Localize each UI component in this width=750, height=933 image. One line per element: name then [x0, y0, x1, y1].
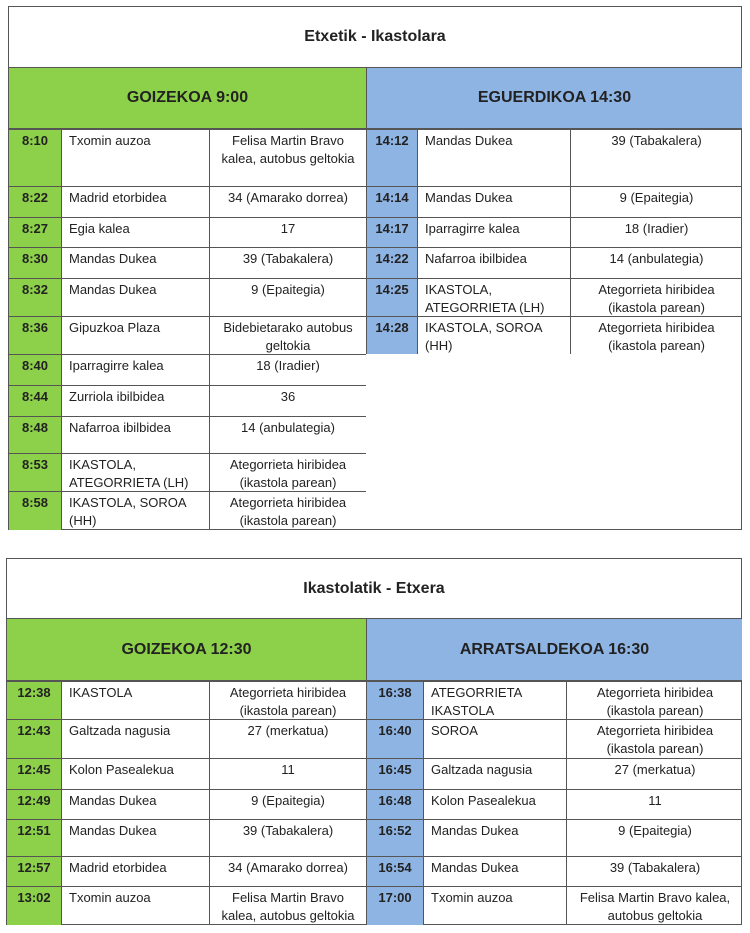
time-cell: 14:14 — [367, 187, 417, 217]
stop-name-cell: Zurriola ibilbidea — [61, 386, 209, 416]
time-cell: 8:22 — [9, 187, 61, 217]
address-cell: Felisa Martin Bravo kalea, autobus geltokia — [209, 130, 366, 186]
address-cell: 17 — [209, 218, 366, 247]
address-cell: 27 (merkatua) — [209, 720, 366, 758]
table-row — [9, 453, 366, 491]
time-cell: 16:45 — [367, 759, 423, 789]
stop-name-cell: Nafarroa ibilbidea — [417, 248, 570, 278]
time-cell: 14:25 — [367, 279, 417, 316]
table-row — [9, 217, 366, 247]
stop-name-cell: Egia kalea — [61, 218, 209, 247]
address-cell: 34 (Amarako dorrea) — [209, 187, 366, 217]
noon-header: GOIZEKOA 12:30 — [7, 619, 366, 681]
time-cell: 12:51 — [7, 820, 61, 856]
address-cell: 36 — [209, 386, 366, 416]
afternoon-header: ARRATSALDEKOA 16:30 — [366, 619, 742, 681]
stop-name-cell: Galtzada nagusia — [423, 759, 566, 789]
address-cell: 11 — [566, 790, 743, 819]
address-cell: Ategorrieta hiribidea (ikastola parean) — [566, 720, 743, 758]
stop-name-cell: IKASTOLA, SOROA (HH) — [61, 492, 209, 530]
stop-name-cell: Mandas Dukea — [417, 130, 570, 186]
address-cell: Felisa Martin Bravo kalea, autobus geltokia — [566, 887, 743, 925]
time-cell: 12:45 — [7, 759, 61, 789]
table-row — [9, 416, 366, 453]
address-cell: 34 (Amarako dorrea) — [209, 857, 366, 886]
table-row — [7, 758, 366, 789]
stop-name-cell: Nafarroa ibilbidea — [61, 417, 209, 453]
address-cell: 27 (merkatua) — [566, 759, 743, 789]
stop-name-cell: Mandas Dukea — [61, 790, 209, 819]
stop-name-cell: Txomin auzoa — [61, 130, 209, 186]
table-row — [366, 681, 742, 719]
address-cell: 14 (anbulategia) — [209, 417, 366, 453]
address-cell: Felisa Martin Bravo kalea, autobus geltokia — [209, 887, 366, 925]
time-cell: 8:10 — [9, 130, 61, 186]
table-row — [9, 491, 366, 530]
time-cell: 13:02 — [7, 887, 61, 925]
table-row — [7, 819, 366, 856]
time-cell: 14:28 — [367, 317, 417, 354]
stop-name-cell: Mandas Dukea — [61, 820, 209, 856]
table-row — [366, 886, 742, 925]
table-row — [366, 217, 742, 247]
table-row — [9, 385, 366, 416]
stop-name-cell: SOROA — [423, 720, 566, 758]
address-cell: Ategorrieta hiribidea (ikastola parean) — [570, 317, 742, 354]
time-cell: 8:27 — [9, 218, 61, 247]
stop-name-cell: Mandas Dukea — [417, 187, 570, 217]
address-cell: 39 (Tabakalera) — [570, 130, 742, 186]
stop-name-cell: Madrid etorbidea — [61, 187, 209, 217]
table-row — [9, 316, 366, 354]
midday-header: EGUERDIKOA 14:30 — [366, 68, 742, 129]
stop-name-cell: IKASTOLA, ATEGORRIETA (LH) — [61, 454, 209, 491]
time-cell: 8:44 — [9, 386, 61, 416]
table-row — [366, 856, 742, 886]
address-cell: Ategorrieta hiribidea (ikastola parean) — [570, 279, 742, 316]
stop-name-cell: Mandas Dukea — [423, 857, 566, 886]
address-cell: Ategorrieta hiribidea (ikastola parean) — [209, 492, 366, 530]
address-cell: Bidebietarako autobus geltokia — [209, 317, 366, 354]
time-cell: 12:43 — [7, 720, 61, 758]
address-cell: 18 (Iradier) — [570, 218, 742, 247]
stop-name-cell: Mandas Dukea — [423, 820, 566, 856]
table-row — [9, 247, 366, 278]
table-row — [366, 789, 742, 819]
time-cell: 12:38 — [7, 682, 61, 719]
stop-name-cell: Mandas Dukea — [61, 248, 209, 278]
address-cell: 39 (Tabakalera) — [566, 857, 743, 886]
address-cell: 18 (Iradier) — [209, 355, 366, 385]
table-title: Etxetik - Ikastolara — [9, 7, 741, 68]
time-cell: 8:36 — [9, 317, 61, 354]
stop-name-cell: Txomin auzoa — [61, 887, 209, 925]
address-cell: 9 (Epaitegia) — [566, 820, 743, 856]
table-row — [366, 186, 742, 217]
time-cell: 17:00 — [367, 887, 423, 925]
address-cell: 9 (Epaitegia) — [209, 790, 366, 819]
time-cell: 12:57 — [7, 857, 61, 886]
table-row — [366, 758, 742, 789]
time-cell: 16:38 — [367, 682, 423, 719]
table-row — [366, 278, 742, 316]
time-cell: 16:40 — [367, 720, 423, 758]
time-cell: 14:12 — [367, 130, 417, 186]
address-cell: Ategorrieta hiribidea (ikastola parean) — [566, 682, 743, 719]
stop-name-cell: IKASTOLA, SOROA (HH) — [417, 317, 570, 354]
time-cell: 12:49 — [7, 790, 61, 819]
stop-name-cell: Iparragirre kalea — [61, 355, 209, 385]
table-title: Ikastolatik - Etxera — [7, 559, 741, 619]
time-cell: 16:48 — [367, 790, 423, 819]
time-cell: 8:32 — [9, 279, 61, 316]
table-row — [366, 819, 742, 856]
table-row — [9, 278, 366, 316]
address-cell: Ategorrieta hiribidea (ikastola parean) — [209, 454, 366, 491]
table-row — [9, 129, 366, 186]
table-row — [366, 316, 742, 354]
stop-name-cell: Galtzada nagusia — [61, 720, 209, 758]
stop-name-cell: ATEGORRIETA IKASTOLA — [423, 682, 566, 719]
address-cell: Ategorrieta hiribidea (ikastola parean) — [209, 682, 366, 719]
stop-name-cell: Madrid etorbidea — [61, 857, 209, 886]
time-cell: 16:52 — [367, 820, 423, 856]
time-cell: 8:58 — [9, 492, 61, 530]
stop-name-cell: Mandas Dukea — [61, 279, 209, 316]
address-cell: 9 (Epaitegia) — [570, 187, 742, 217]
morning-header: GOIZEKOA 9:00 — [9, 68, 366, 129]
schedule-table-school-to-home — [6, 558, 742, 925]
table-row — [7, 681, 366, 719]
stop-name-cell: Kolon Pasealekua — [61, 759, 209, 789]
time-cell: 16:54 — [367, 857, 423, 886]
time-cell: 8:48 — [9, 417, 61, 453]
time-cell: 14:17 — [367, 218, 417, 247]
stop-name-cell: IKASTOLA — [61, 682, 209, 719]
table-row — [366, 129, 742, 186]
stop-name-cell: Iparragirre kalea — [417, 218, 570, 247]
table-row — [7, 856, 366, 886]
address-cell: 9 (Epaitegia) — [209, 279, 366, 316]
table-row — [7, 719, 366, 758]
address-cell: 11 — [209, 759, 366, 789]
stop-name-cell: IKASTOLA, ATEGORRIETA (LH) — [417, 279, 570, 316]
stop-name-cell: Gipuzkoa Plaza — [61, 317, 209, 354]
time-cell: 8:53 — [9, 454, 61, 491]
address-cell: 14 (anbulategia) — [570, 248, 742, 278]
address-cell: 39 (Tabakalera) — [209, 248, 366, 278]
table-row — [366, 247, 742, 278]
table-row — [7, 789, 366, 819]
time-cell: 14:22 — [367, 248, 417, 278]
table-row — [366, 719, 742, 758]
address-cell: 39 (Tabakalera) — [209, 820, 366, 856]
table-row — [7, 886, 366, 925]
schedule-table-home-to-school — [8, 6, 742, 530]
stop-name-cell: Kolon Pasealekua — [423, 790, 566, 819]
time-cell: 8:40 — [9, 355, 61, 385]
table-row — [9, 186, 366, 217]
time-cell: 8:30 — [9, 248, 61, 278]
table-row — [9, 354, 366, 385]
stop-name-cell: Txomin auzoa — [423, 887, 566, 925]
